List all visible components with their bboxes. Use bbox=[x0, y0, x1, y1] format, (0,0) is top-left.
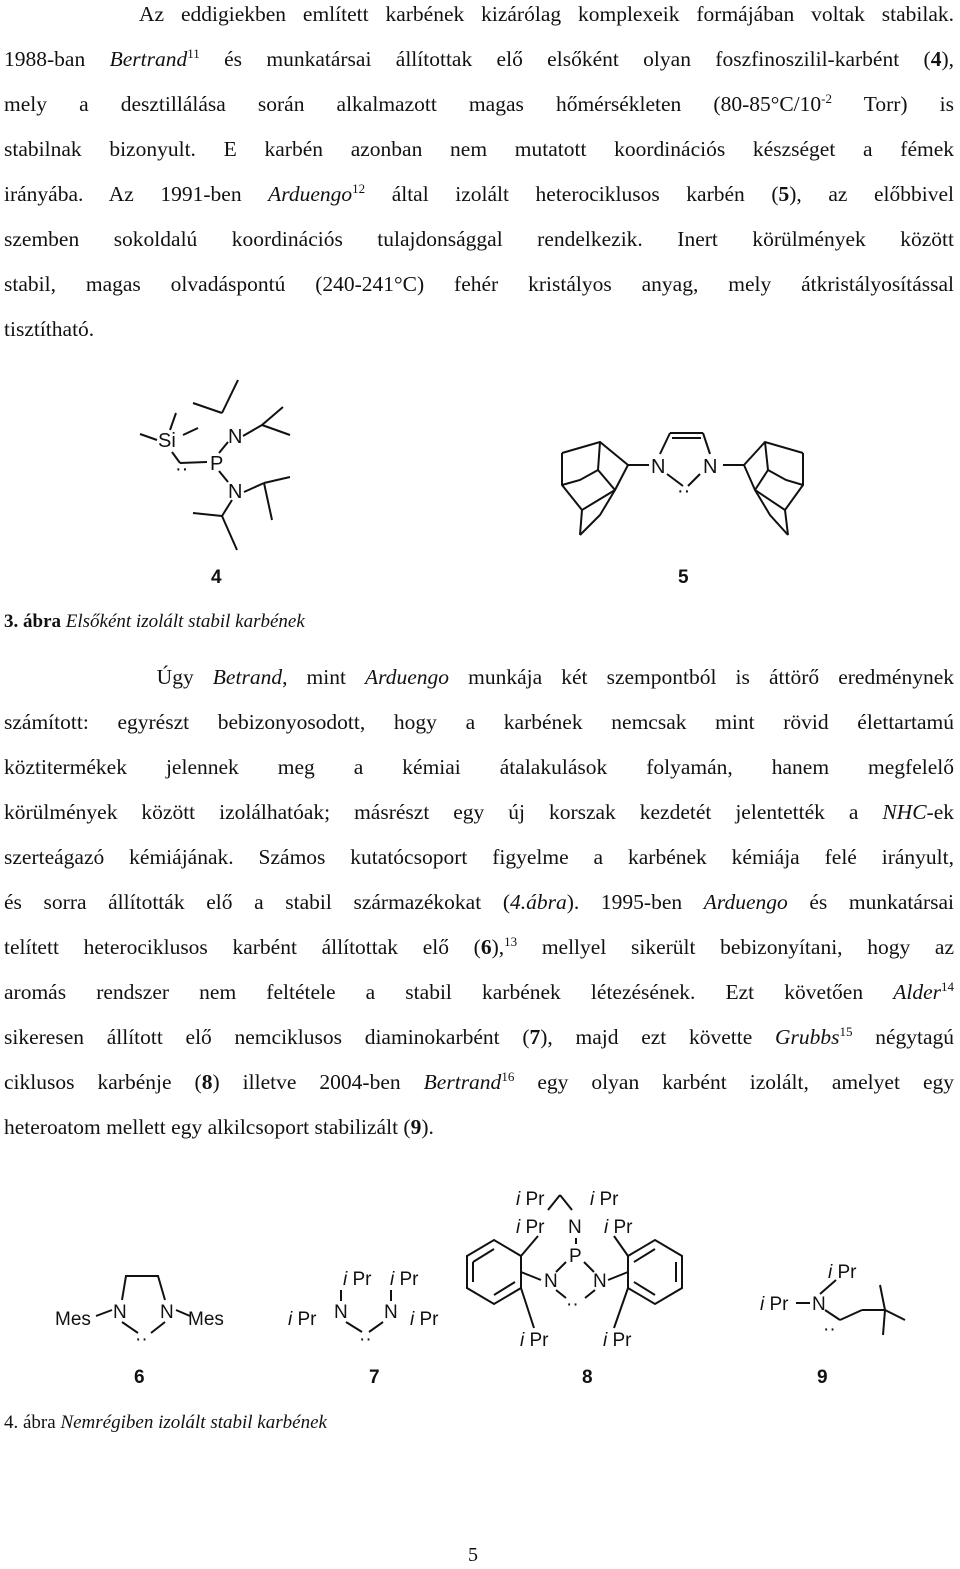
text-line: Úgy Betrand, mint Arduengo munkája két szempontból is áttörő eredménynek bbox=[156, 665, 955, 689]
compound-label-7: 7 bbox=[369, 1367, 380, 1388]
svg-text:Mes: Mes bbox=[188, 1309, 224, 1330]
text-line: mely a desztillálása során alkalmazott magas hőmérsékleten ($80-85^\circ C/10^{-2}$ Torr) is bbox=[4, 91, 954, 116]
text-line: szemben sokoldalú koordinációs tulajdonsággal rendelkezik. Inert körülmények között bbox=[4, 227, 954, 251]
svg-text:i Pr: i Pr bbox=[828, 1262, 857, 1283]
svg-text:N: N bbox=[568, 1217, 582, 1238]
text-line: számított: egyrészt bebizonyosodott, hogy a karbének nemcsak mint rövid élettartamú bbox=[4, 710, 954, 734]
figure-3-caption: 3. ábra Elsőként izolált stabil karbének bbox=[4, 611, 305, 632]
svg-text:··: ·· bbox=[677, 480, 691, 502]
compound-8-structure bbox=[467, 1189, 682, 1351]
compound-4-structure bbox=[140, 380, 290, 550]
compound-label-9: 9 bbox=[817, 1367, 828, 1388]
svg-text:N: N bbox=[651, 456, 666, 478]
svg-text:i Pr: i Pr bbox=[343, 1269, 372, 1290]
svg-text:N: N bbox=[228, 481, 243, 503]
text-line: és sorra állították elő a stabil származékokat (4.ábra). 1995-ben Arduengo és munkatársai bbox=[4, 890, 954, 914]
figure-3-structures bbox=[0, 370, 960, 590]
svg-text:··: ·· bbox=[566, 1294, 579, 1315]
compound-label-4: 4 bbox=[211, 567, 222, 588]
text-line: szerteágazó kémiájának. Számos kutatócsoport figyelme a karbének kémiája felé irányult, bbox=[4, 845, 954, 869]
text-line: stabilnak bizonyult. E karbén azonban nem mutatott koordinációs készséget a fémek bbox=[4, 137, 954, 161]
svg-text:P: P bbox=[569, 1246, 582, 1267]
svg-text:N: N bbox=[334, 1302, 348, 1323]
compound-label-5: 5 bbox=[678, 567, 689, 588]
svg-text:N: N bbox=[160, 1302, 174, 1323]
svg-text:··: ·· bbox=[175, 458, 189, 480]
text-line: Az eddigiekben említett karbének kizárólag komplexeik formájában voltak stabilak. bbox=[139, 2, 955, 26]
svg-text:N: N bbox=[544, 1271, 558, 1292]
svg-text:i Pr: i Pr bbox=[604, 1217, 633, 1238]
page-number: 5 bbox=[468, 1544, 478, 1566]
compound-6-structure bbox=[55, 1276, 224, 1350]
text-line: stabil, magas olvadáspontú (240-241°C) fehér kristályos anyag, mely átkristályosítással bbox=[4, 272, 954, 296]
svg-text:··: ·· bbox=[823, 1319, 836, 1340]
svg-text:i Pr: i Pr bbox=[516, 1189, 545, 1210]
svg-text:··: ·· bbox=[359, 1329, 372, 1350]
paragraph-2 bbox=[4, 655, 954, 1150]
svg-text:N: N bbox=[593, 1271, 607, 1292]
svg-text:i Pr: i Pr bbox=[288, 1309, 317, 1330]
text-line: körülmények között izolálhatóak; másrészt egy új korszak kezdetét jelentették a NHC-ek bbox=[4, 800, 954, 824]
text-line: telített heterociklusos karbént állítottak elő (6),$^{13}$ mellyel sikerült bebizonyítani, hogy az bbox=[4, 934, 954, 959]
text-line: tisztítható. bbox=[4, 317, 95, 341]
svg-text:N: N bbox=[113, 1302, 127, 1323]
svg-text:i Pr: i Pr bbox=[603, 1330, 632, 1351]
text-line: irányába. Az 1991-ben Arduengo$^{12}$ által izolált heterociklusos karbén (5), az előbbivel bbox=[4, 181, 954, 206]
figure-4-structures bbox=[0, 1170, 960, 1400]
svg-text:i Pr: i Pr bbox=[590, 1189, 619, 1210]
svg-text:··: ·· bbox=[135, 1329, 148, 1350]
text-line: sikeresen állított elő nemciklusos diaminokarbént (7), majd ezt követte Grubbs$^{15}$ négytagú bbox=[4, 1024, 954, 1049]
svg-text:i Pr: i Pr bbox=[390, 1269, 419, 1290]
text-line: aromás rendszer nem feltétele a stabil karbének létezésének. Ezt követően Alder$^{14}$ bbox=[4, 979, 954, 1004]
compound-5-structure bbox=[562, 433, 803, 535]
compound-label-8: 8 bbox=[582, 1367, 593, 1388]
svg-text:N: N bbox=[228, 426, 243, 448]
svg-text:i Pr: i Pr bbox=[410, 1309, 439, 1330]
text-line: ciklusos karbénje (8) illetve 2004-ben Bertrand$^{16}$ egy olyan karbént izolált, amelyet egy bbox=[4, 1069, 954, 1094]
text-line: 1988-ban Bertrand$^{11}$ és munkatársai állítottak elő elsőként olyan foszfinoszilil-karbént (4), bbox=[4, 46, 954, 71]
svg-text:N: N bbox=[703, 456, 718, 478]
figure-4-caption: 4. ábra Nemrégiben izolált stabil karbének bbox=[4, 1412, 327, 1433]
svg-text:i Pr: i Pr bbox=[520, 1330, 549, 1351]
svg-text:Mes: Mes bbox=[55, 1309, 91, 1330]
svg-text:P: P bbox=[210, 453, 224, 475]
compound-label-6: 6 bbox=[134, 1367, 145, 1388]
svg-text:i Pr: i Pr bbox=[760, 1294, 789, 1315]
text-line: köztitermékek jelennek meg a kémiai átalakulások folyamán, hanem megfelelő bbox=[4, 755, 954, 779]
paragraph-1 bbox=[4, 0, 954, 352]
text-line: heteroatom mellett egy alkilcsoport stabilizált (9). bbox=[4, 1115, 434, 1139]
svg-text:i Pr: i Pr bbox=[516, 1217, 545, 1238]
svg-text:N: N bbox=[384, 1302, 398, 1323]
compound-7-structure bbox=[288, 1269, 439, 1350]
svg-text:N: N bbox=[812, 1294, 826, 1315]
svg-text:Si: Si bbox=[158, 430, 176, 452]
compound-9-structure bbox=[760, 1262, 905, 1340]
